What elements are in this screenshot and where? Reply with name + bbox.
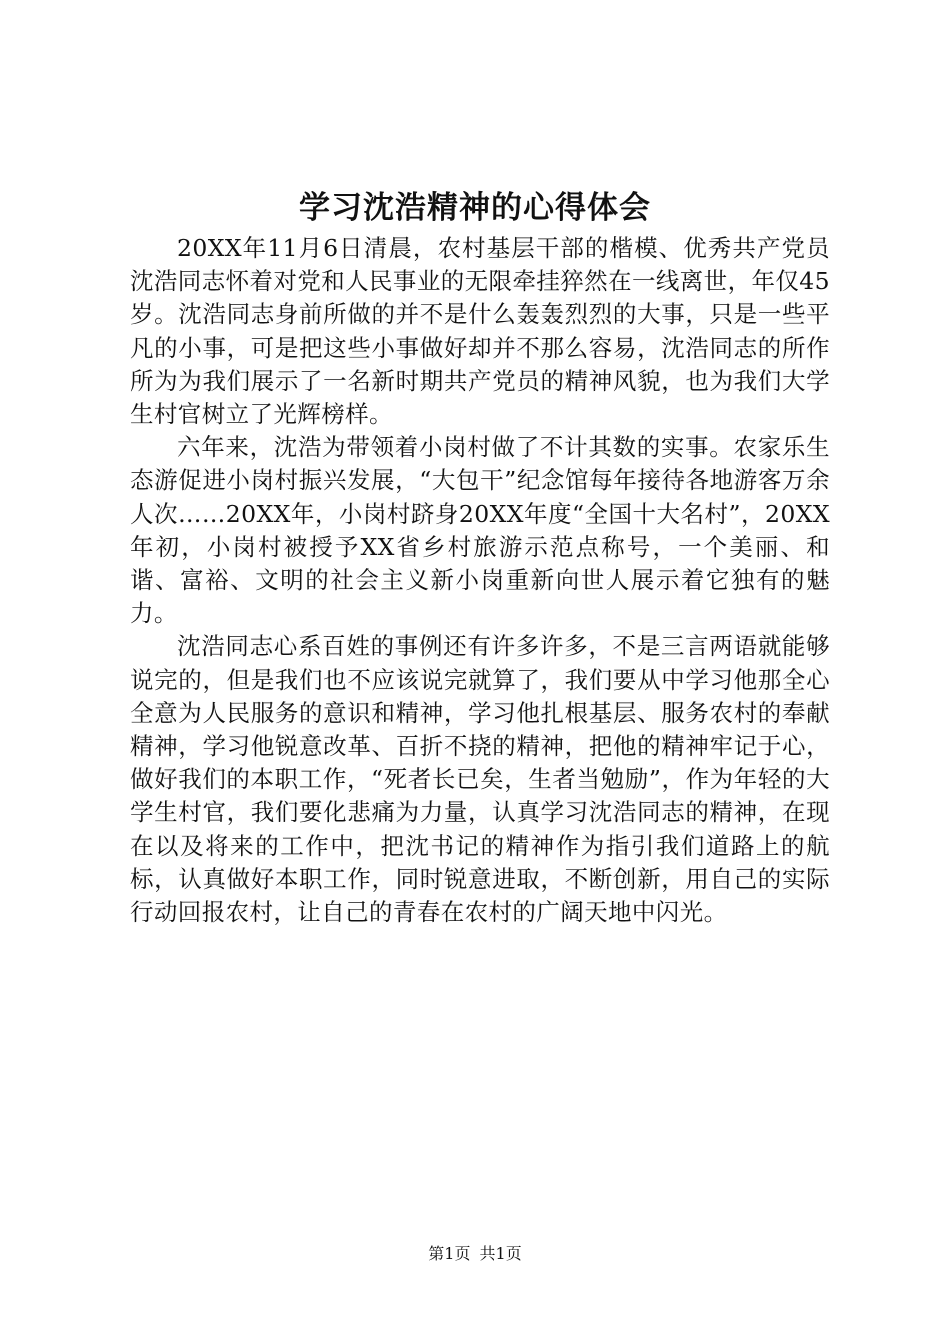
- document-title: 学习沈浩精神的心得体会: [299, 190, 651, 226]
- paragraph-1: 20XX年11月6日清晨，农村基层干部的楷模、优秀共产党员沈浩同志怀着对党和人民事业的无限牵挂猝然在一线离世，年仅45岁。沈浩同志身前所做的并不是什么轰轰烈烈的大事，只是一些平凡的小事，可是把这些小事做好却并不那么容易，沈浩同志的所作所为为我们展示了一名新时期共产党员的精神风貌，也为我们大学生村官树立了光辉榜样。: [130, 234, 830, 429]
- document-body: [130, 232, 830, 929]
- page-count: 共1页: [479, 1244, 522, 1263]
- paragraph-3: 沈浩同志心系百姓的事例还有许多许多，不是三言两语就能够说完的，但是我们也不应该说完就算了，我们要从中学习他那全心全意为人民服务的意识和精神，学习他扎根基层、服务农村的奉献精神，学习他锐意改革、百折不挠的精神，把他的精神牢记于心，做好我们的本职工作，“死者长已矣，生者当勉励”，作为年轻的大学生村官，我们要化悲痛为力量，认真学习沈浩同志的精神，在现在以及将来的工作中，把沈书记的精神作为指引我们道路上的航标，认真做好本职工作，同时锐意进取，不断创新，用自己的实际行动回报农村，让自己的青春在农村的广阔天地中闪光。: [130, 632, 830, 927]
- page-footer: [0, 1243, 950, 1265]
- paragraph-2: 六年来，沈浩为带领着小岗村做了不计其数的实事。农家乐生态游促进小岗村振兴发展，“大包干”纪念馆每年接待各地游客万余人次……20XX年，小岗村跻身20XX年度“全国十大名村”，20XX年初，小岗村被授予XX省乡村旅游示范点称号，一个美丽、和谐、富裕、文明的社会主义新小岗重新向世人展示着它独有的魅力。: [130, 433, 830, 628]
- page-number: 第1页: [428, 1244, 471, 1263]
